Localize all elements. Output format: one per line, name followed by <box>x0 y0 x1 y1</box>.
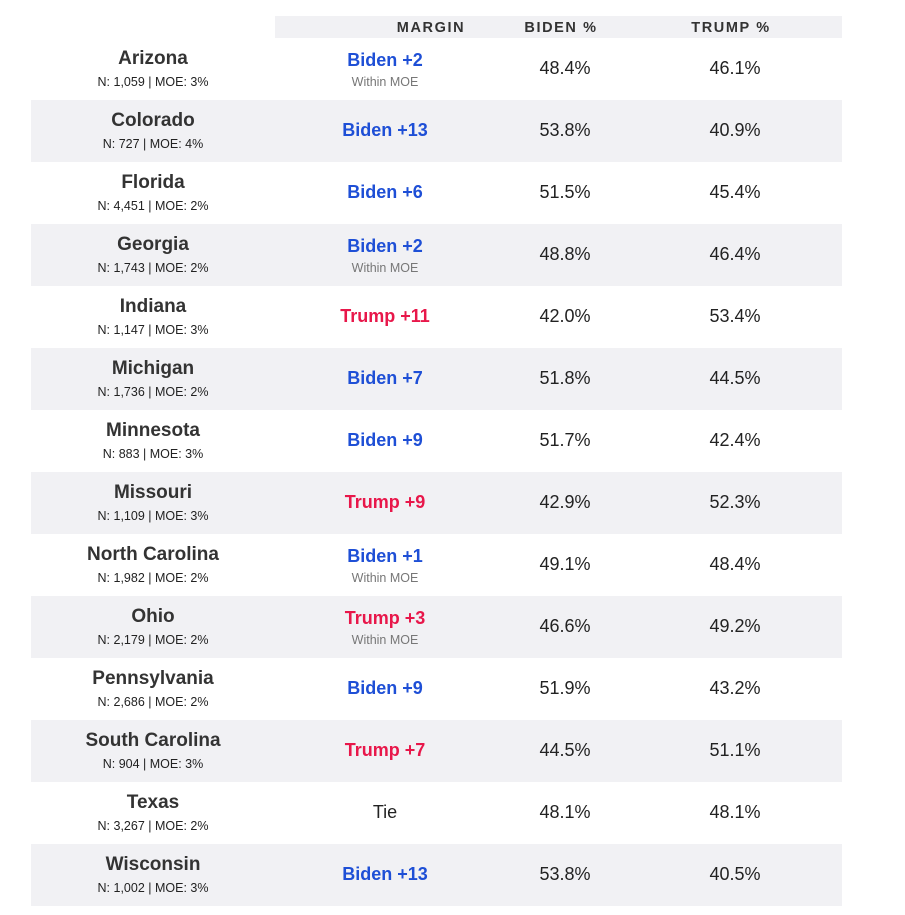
table-header <box>275 16 842 38</box>
margin-value: Biden +9 <box>347 430 423 450</box>
table-row <box>31 844 842 906</box>
margin-value: Tie <box>372 802 398 822</box>
state-cell <box>31 844 275 906</box>
margin-value: Trump +9 <box>344 492 426 512</box>
margin-value: Trump +3 <box>344 608 426 628</box>
trump-pct: 40.9% <box>709 120 761 140</box>
margin-value: Biden +2 <box>347 236 423 256</box>
trump-pct: 44.5% <box>709 368 761 388</box>
state-name: Texas <box>126 792 180 813</box>
biden-pct: 51.5% <box>539 182 591 202</box>
margin-cell <box>285 658 485 720</box>
trump-pct: 42.4% <box>709 430 761 450</box>
margin-cell <box>285 596 485 658</box>
header-trump-pct: TRUMP % <box>691 20 771 36</box>
biden-pct: 46.6% <box>539 616 591 636</box>
margin-value: Trump +7 <box>344 740 426 760</box>
margin-value: Biden +13 <box>342 120 428 140</box>
sample-info: N: 4,451 | MOE: 2% <box>97 199 209 213</box>
state-cell <box>31 410 275 472</box>
table-row <box>31 596 842 658</box>
table-row <box>31 720 842 782</box>
sample-info: N: 1,982 | MOE: 2% <box>97 571 209 585</box>
state-cell <box>31 472 275 534</box>
trump-pct: 48.1% <box>709 802 761 822</box>
sample-info: N: 3,267 | MOE: 2% <box>97 819 209 833</box>
state-name: Missouri <box>113 482 193 503</box>
biden-pct: 49.1% <box>539 554 591 574</box>
sample-info: N: 1,147 | MOE: 3% <box>97 323 209 337</box>
state-cell <box>31 38 275 100</box>
state-name: Arizona <box>118 48 188 69</box>
trump-pct: 46.4% <box>709 244 761 264</box>
trump-pct: 45.4% <box>709 182 761 202</box>
sample-info: N: 2,179 | MOE: 2% <box>97 633 209 647</box>
sample-info: N: 2,686 | MOE: 2% <box>97 695 209 709</box>
margin-cell <box>285 472 485 534</box>
moe-note: Within MOE <box>351 571 419 585</box>
biden-pct: 51.8% <box>539 368 591 388</box>
table-row <box>31 100 842 162</box>
trump-pct: 53.4% <box>709 306 761 326</box>
margin-cell <box>285 410 485 472</box>
trump-pct: 46.1% <box>709 58 761 78</box>
state-name: Minnesota <box>106 420 200 441</box>
table-row <box>31 658 842 720</box>
state-name: Pennsylvania <box>92 668 214 689</box>
table-row <box>31 38 842 100</box>
state-name: South Carolina <box>85 730 221 751</box>
state-cell <box>31 596 275 658</box>
state-name: Ohio <box>131 606 175 627</box>
table-row <box>31 286 842 348</box>
state-name: Wisconsin <box>105 854 201 875</box>
table-row <box>31 348 842 410</box>
sample-info: N: 727 | MOE: 4% <box>102 137 204 151</box>
margin-cell <box>285 844 485 906</box>
state-cell <box>31 286 275 348</box>
biden-pct: 44.5% <box>539 740 591 760</box>
state-cell <box>31 348 275 410</box>
table-row <box>31 534 842 596</box>
state-cell <box>31 224 275 286</box>
margin-value: Biden +9 <box>347 678 423 698</box>
state-cell <box>31 720 275 782</box>
margin-value: Biden +6 <box>347 182 423 202</box>
trump-pct: 51.1% <box>709 740 761 760</box>
header-margin: MARGIN <box>396 20 466 36</box>
biden-pct: 48.4% <box>539 58 591 78</box>
state-name: North Carolina <box>87 544 219 565</box>
margin-cell <box>285 38 485 100</box>
table-row <box>31 472 842 534</box>
biden-pct: 48.1% <box>539 802 591 822</box>
sample-info: N: 1,109 | MOE: 3% <box>97 509 209 523</box>
margin-cell <box>285 224 485 286</box>
state-cell <box>31 534 275 596</box>
sample-info: N: 1,736 | MOE: 2% <box>97 385 209 399</box>
margin-value: Biden +1 <box>347 546 423 566</box>
margin-cell <box>285 100 485 162</box>
moe-note: Within MOE <box>351 261 419 275</box>
state-name: Indiana <box>119 296 187 317</box>
margin-cell <box>285 286 485 348</box>
margin-value: Trump +11 <box>340 306 430 326</box>
biden-pct: 42.0% <box>539 306 591 326</box>
margin-value: Biden +13 <box>342 864 428 884</box>
trump-pct: 52.3% <box>709 492 761 512</box>
biden-pct: 48.8% <box>539 244 591 264</box>
sample-info: N: 1,002 | MOE: 3% <box>97 881 209 895</box>
state-name: Michigan <box>111 358 195 379</box>
trump-pct: 49.2% <box>709 616 761 636</box>
trump-pct: 40.5% <box>709 864 761 884</box>
state-cell <box>31 100 275 162</box>
header-biden-pct: BIDEN % <box>524 20 598 36</box>
biden-pct: 53.8% <box>539 120 591 140</box>
table-row <box>31 224 842 286</box>
biden-pct: 53.8% <box>539 864 591 884</box>
margin-value: Biden +7 <box>347 368 423 388</box>
biden-pct: 42.9% <box>539 492 591 512</box>
table-row <box>31 410 842 472</box>
margin-cell <box>285 534 485 596</box>
margin-cell <box>285 162 485 224</box>
table-row <box>31 782 842 844</box>
state-cell <box>31 658 275 720</box>
margin-cell <box>285 348 485 410</box>
trump-pct: 43.2% <box>709 678 761 698</box>
trump-pct: 48.4% <box>709 554 761 574</box>
biden-pct: 51.7% <box>539 430 591 450</box>
margin-cell <box>285 782 485 844</box>
moe-note: Within MOE <box>351 75 419 89</box>
state-name: Florida <box>121 172 185 193</box>
table-row <box>31 162 842 224</box>
state-name: Colorado <box>111 110 195 131</box>
sample-info: N: 904 | MOE: 3% <box>102 757 204 771</box>
moe-note: Within MOE <box>351 633 419 647</box>
state-cell <box>31 782 275 844</box>
sample-info: N: 883 | MOE: 3% <box>102 447 204 461</box>
state-name: Georgia <box>117 234 189 255</box>
margin-value: Biden +2 <box>347 50 423 70</box>
biden-pct: 51.9% <box>539 678 591 698</box>
margin-cell <box>285 720 485 782</box>
sample-info: N: 1,743 | MOE: 2% <box>97 261 209 275</box>
sample-info: N: 1,059 | MOE: 3% <box>97 75 209 89</box>
state-cell <box>31 162 275 224</box>
